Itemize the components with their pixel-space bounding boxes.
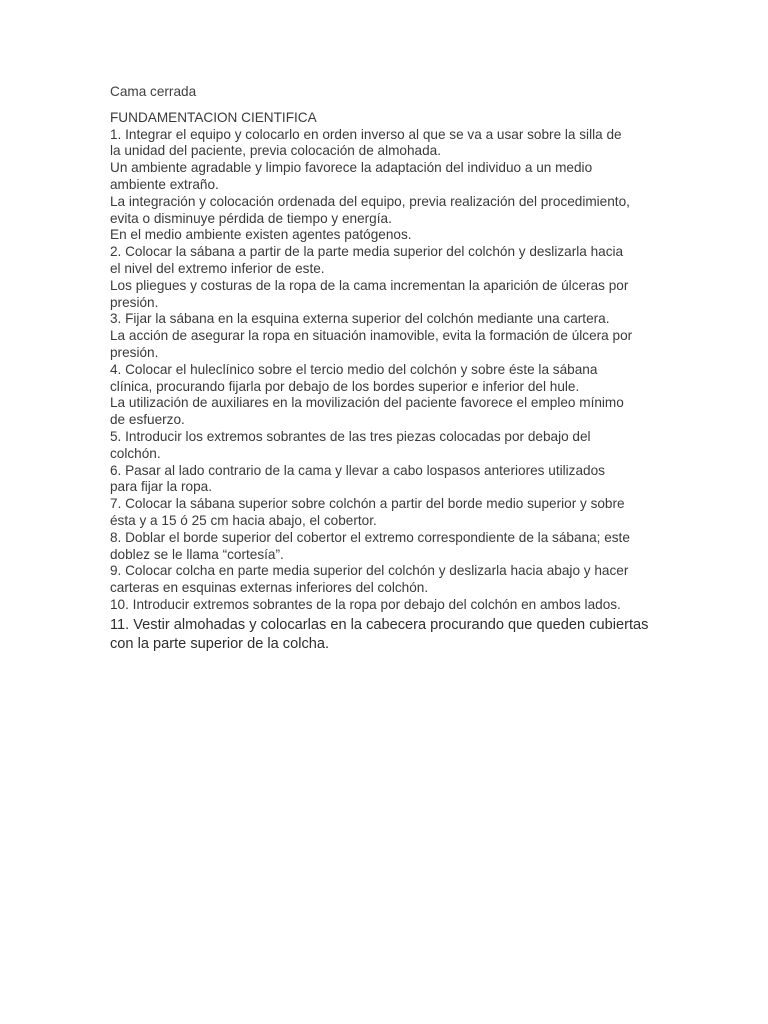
text-line: La integración y colocación ordenada del equipo, previa realización del procedimiento, bbox=[110, 193, 630, 209]
text-line: 11. Vestir almohadas y colocarlas en la cabecera procurando que queden cubiertas bbox=[110, 616, 649, 633]
document-body bbox=[110, 84, 670, 654]
text-line: 7. Colocar la sábana superior sobre colchón a partir del borde medio superior y sobre bbox=[110, 496, 625, 512]
text-line: evita o disminuye pérdida de tiempo y energía. bbox=[110, 210, 392, 226]
text-line: 5. Introducir los extremos sobrantes de las tres piezas colocadas por debajo del bbox=[110, 428, 591, 444]
text-line: de esfuerzo. bbox=[110, 412, 185, 428]
text-line: 9. Colocar colcha en parte media superior del colchón y deslizarla hacia abajo y hacer bbox=[110, 563, 629, 579]
document-title: Cama cerrada bbox=[110, 84, 197, 99]
document-final-item bbox=[110, 616, 670, 654]
text-line: presión. bbox=[110, 294, 159, 310]
text-line: 3. Fijar la sábana en la esquina externa superior del colchón mediante una cartera. bbox=[110, 311, 610, 327]
text-line: colchón. bbox=[110, 445, 161, 461]
text-line: presión. bbox=[110, 344, 159, 360]
text-line: 6. Pasar al lado contrario de la cama y llevar a cabo lospasos anteriores utilizados bbox=[110, 462, 605, 478]
text-line: La acción de asegurar la ropa en situación inamovible, evita la formación de úlcera por bbox=[110, 328, 633, 344]
text-line: Un ambiente agradable y limpio favorece la adaptación del individuo a un medio bbox=[110, 160, 593, 176]
text-line: Los pliegues y costuras de la ropa de la cama incrementan la aparición de úlceras por bbox=[110, 277, 629, 293]
text-line: doblez se le llama “cortesía”. bbox=[110, 546, 284, 562]
text-line: 2. Colocar la sábana a partir de la parte media superior del colchón y deslizarla hacia bbox=[110, 244, 624, 260]
document-text bbox=[110, 110, 670, 614]
text-line: La utilización de auxiliares en la movilización del paciente favorece el empleo mínimo bbox=[110, 395, 624, 411]
text-line: 10. Introducir extremos sobrantes de la ropa por debajo del colchón en ambos lados. bbox=[110, 596, 621, 612]
text-line: con la parte superior de la colcha. bbox=[110, 635, 330, 652]
text-line: carteras en esquinas externas inferiores del colchón. bbox=[110, 580, 429, 596]
text-line: el nivel del extremo inferior de este. bbox=[110, 260, 325, 276]
text-line: En el medio ambiente existen agentes patógenos. bbox=[110, 227, 412, 243]
text-line: para fijar la ropa. bbox=[110, 479, 213, 495]
text-line: 1. Integrar el equipo y colocarlo en orden inverso al que se va a usar sobre la silla de bbox=[110, 126, 622, 142]
text-line: ambiente extraño. bbox=[110, 176, 219, 192]
text-line: la unidad del paciente, previa colocación de almohada. bbox=[110, 143, 442, 159]
text-line: clínica, procurando fijarla por debajo de los bordes superior e inferior del hule. bbox=[110, 378, 580, 394]
text-line: ésta y a 15 ó 25 cm hacia abajo, el cobertor. bbox=[110, 512, 377, 528]
text-line: 4. Colocar el huleclínico sobre el tercio medio del colchón y sobre éste la sábana bbox=[110, 361, 598, 377]
text-line: FUNDAMENTACION CIENTIFICA bbox=[110, 109, 317, 125]
text-line: 8. Doblar el borde superior del cobertor el extremo correspondiente de la sábana; este bbox=[110, 529, 630, 545]
